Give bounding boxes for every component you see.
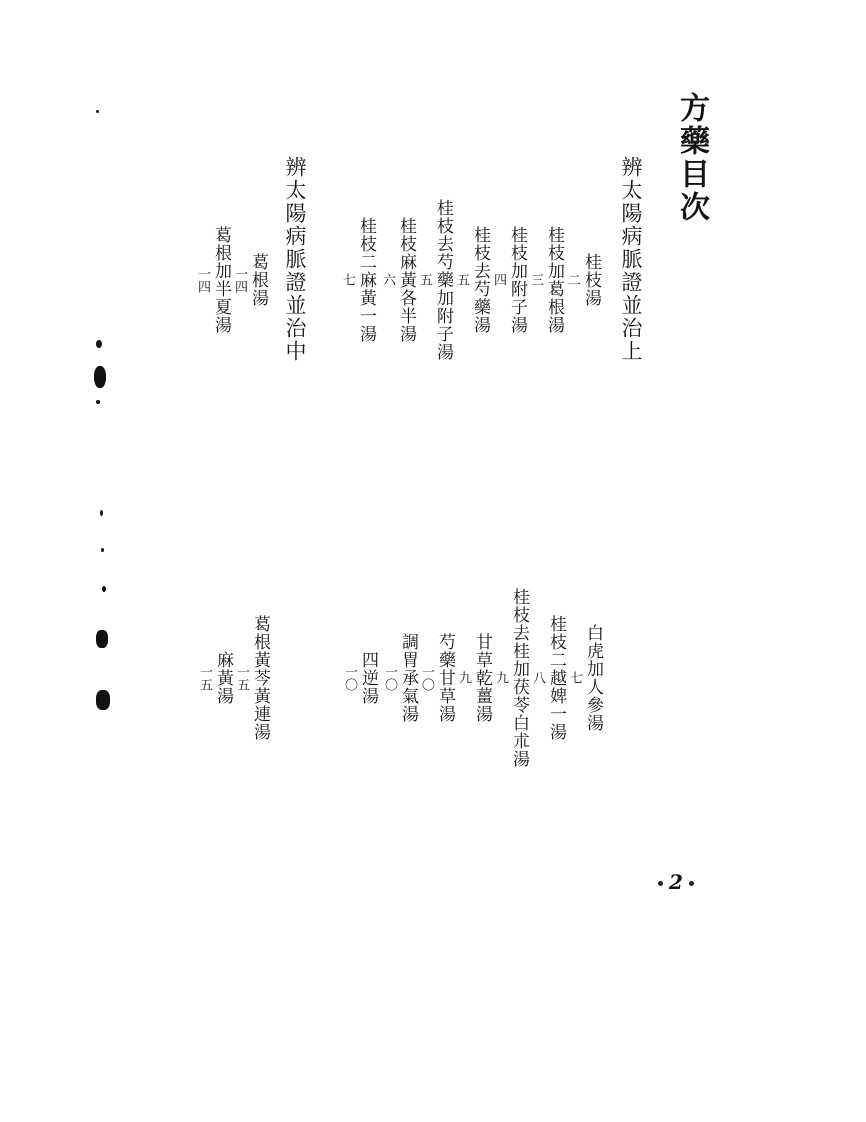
entry-name: 調胃承氣湯 bbox=[398, 632, 418, 723]
toc-entry[interactable] bbox=[494, 490, 527, 865]
toc-entry[interactable] bbox=[341, 92, 374, 467]
entry-page: 一四 bbox=[232, 266, 247, 293]
entry-name: 桂枝二麻黃一湯 bbox=[356, 216, 376, 343]
toc-entry[interactable] bbox=[457, 490, 490, 865]
toc-entry[interactable] bbox=[529, 92, 562, 467]
entry-page: 五 bbox=[454, 273, 469, 286]
entry-name: 桂枝麻黃各半湯 bbox=[396, 216, 416, 343]
entry-name: 桂枝二越婢一湯 bbox=[546, 614, 566, 741]
entry-page: 九 bbox=[493, 671, 508, 684]
entry-page: 七 bbox=[340, 273, 355, 286]
entry-page: 三 bbox=[528, 273, 543, 286]
entry-name: 葛根湯 bbox=[248, 252, 268, 307]
entry-page: 一五 bbox=[197, 664, 212, 691]
toc-entry[interactable] bbox=[420, 490, 453, 865]
section-heading-middle: 辨太陽病脈證並治中 bbox=[283, 156, 307, 363]
entry-name: 桂枝去芍藥加附子湯 bbox=[433, 198, 453, 361]
entry-page: 五 bbox=[417, 273, 432, 286]
scan-speck bbox=[102, 586, 106, 592]
page-number-text: 2 bbox=[669, 870, 683, 894]
entry-page: 一〇 bbox=[342, 664, 357, 691]
entry-name: 桂枝去桂加茯苓白朮湯 bbox=[509, 587, 529, 768]
toc-entry[interactable] bbox=[383, 490, 416, 865]
page-number bbox=[652, 870, 700, 894]
toc-entry[interactable] bbox=[196, 92, 229, 467]
scan-speck bbox=[96, 690, 110, 710]
entry-name: 桂枝湯 bbox=[581, 252, 601, 307]
toc-entry[interactable] bbox=[455, 92, 488, 467]
page-title: 方藥目次 bbox=[674, 92, 709, 224]
entry-page: 一四 bbox=[195, 266, 210, 293]
entry-name: 桂枝去芍藥湯 bbox=[470, 225, 490, 334]
entry-page: 六 bbox=[380, 273, 395, 286]
scan-speck bbox=[96, 110, 99, 113]
entry-page: 一〇 bbox=[419, 664, 434, 691]
scan-speck bbox=[101, 548, 104, 552]
toc-entry[interactable] bbox=[568, 490, 601, 865]
entry-page: 八 bbox=[530, 671, 545, 684]
entry-name: 桂枝加附子湯 bbox=[507, 225, 527, 334]
toc-entry[interactable] bbox=[343, 490, 376, 865]
scan-speck bbox=[94, 366, 106, 388]
toc-entry[interactable] bbox=[418, 92, 451, 467]
entry-page: 七 bbox=[567, 671, 582, 684]
entry-page: 九 bbox=[456, 671, 471, 684]
entry-name: 桂枝加葛根湯 bbox=[544, 225, 564, 334]
scan-speck bbox=[100, 510, 103, 516]
toc-entry[interactable] bbox=[381, 92, 414, 467]
entry-name: 四逆湯 bbox=[358, 650, 378, 705]
toc-entry[interactable] bbox=[198, 490, 231, 865]
entry-page: 二 bbox=[565, 273, 580, 286]
toc-entry[interactable] bbox=[233, 92, 266, 467]
entry-page: 四 bbox=[491, 273, 506, 286]
scan-speck bbox=[96, 400, 100, 404]
entry-name: 葛根黃芩黃連湯 bbox=[250, 614, 270, 741]
section-heading-upper: 辨太陽病脈證並治上 bbox=[619, 156, 643, 363]
bullet-dot bbox=[658, 881, 663, 886]
toc-entry[interactable] bbox=[531, 490, 564, 865]
bullet-dot bbox=[689, 881, 694, 886]
entry-page: 一五 bbox=[234, 664, 249, 691]
entry-name: 葛根加半夏湯 bbox=[211, 225, 231, 334]
entry-name: 甘草乾薑湯 bbox=[472, 632, 492, 723]
toc-entry[interactable] bbox=[235, 490, 268, 865]
entry-name: 白虎加人參湯 bbox=[583, 623, 603, 732]
scan-speck bbox=[96, 630, 108, 648]
toc-entry[interactable] bbox=[566, 92, 599, 467]
toc-entry[interactable] bbox=[492, 92, 525, 467]
entry-page: 一〇 bbox=[382, 664, 397, 691]
entry-name: 芍藥甘草湯 bbox=[435, 632, 455, 723]
scan-speck bbox=[96, 340, 102, 348]
entry-name: 麻黃湯 bbox=[213, 650, 233, 705]
